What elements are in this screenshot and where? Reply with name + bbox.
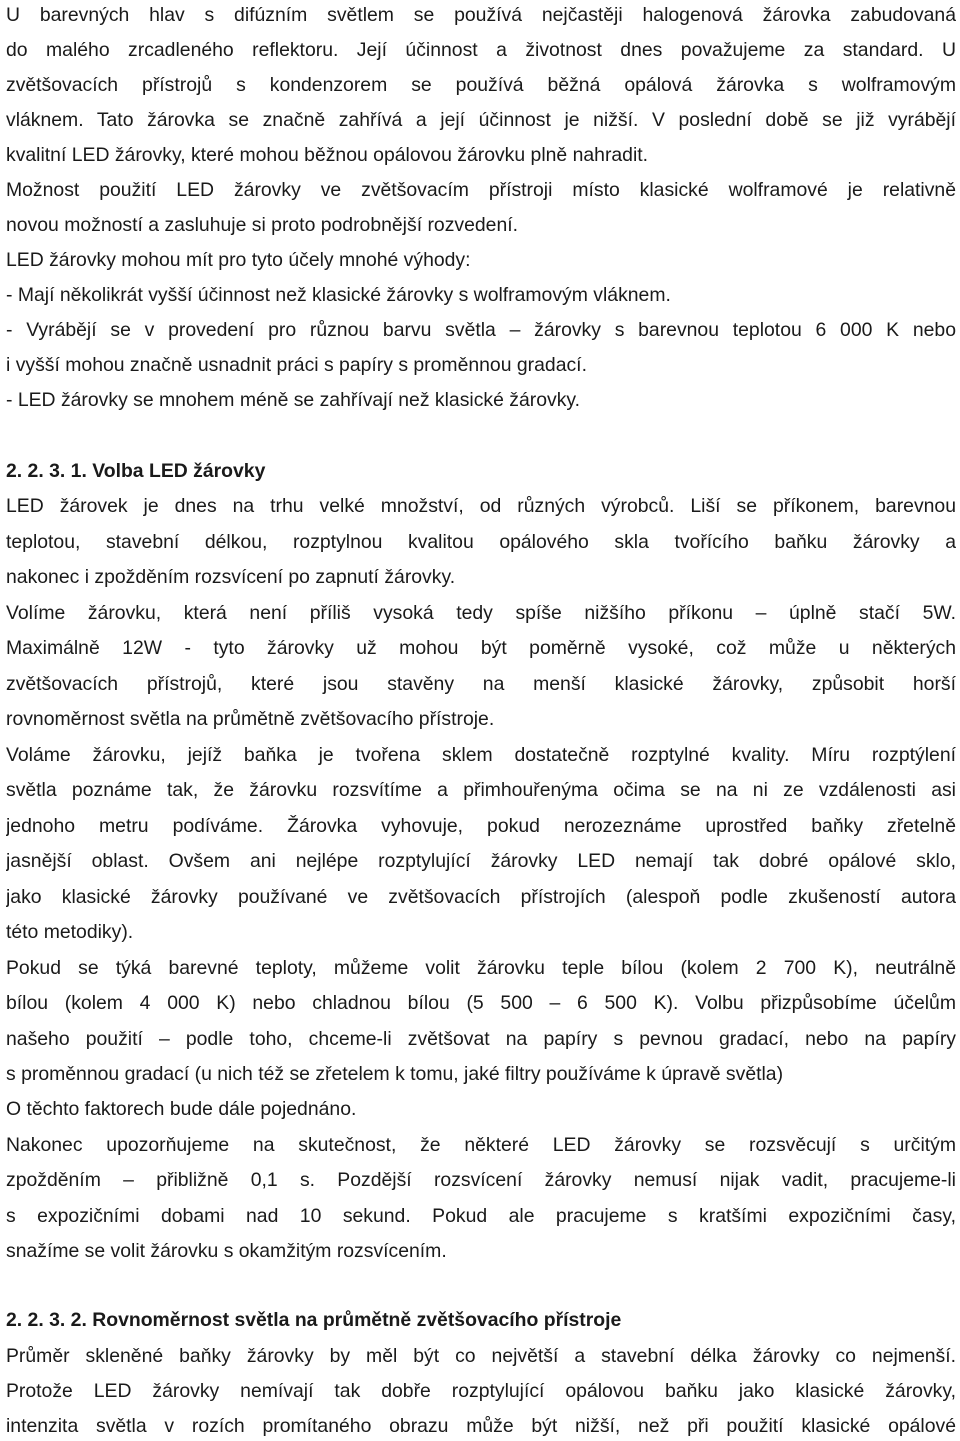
text-line: i vyšší mohou značně usnadnit práci s papíry s proměnnou gradací. xyxy=(6,354,587,376)
text-line: Volíme žárovku, která není příliš vysoká tedy spíše nižšího příkonu – úplně stačí 5W. xyxy=(6,602,956,624)
section-heading: 2. 2. 3. 1. Volba LED žárovky xyxy=(6,460,266,482)
text-line: bílou (kolem 4 000 K) nebo chladnou bílou (5 500 – 6 500 K). Volbu přizpůsobíme účelům xyxy=(6,992,956,1014)
text-line: kvalitní LED žárovky, které mohou běžnou opálovou žárovku plně nahradit. xyxy=(6,144,649,166)
text-line: zvětšovacích přístrojů s kondenzorem se používá běžná opálová žárovka s wolframovým xyxy=(6,74,956,96)
text-line: našeho použití – podle toho, chceme-li zvětšovat na papíry s pevnou gradací, nebo na papíry xyxy=(6,1028,956,1050)
text-line: s proměnnou gradací (u nich též se zřetelem k tomu, jaké filtry používáme k úpravě světla) xyxy=(6,1063,784,1085)
text-line: LED žárovek je dnes na trhu velké množství, od různých výrobců. Liší se příkonem, barevnou xyxy=(6,495,956,517)
section-heading: 2. 2. 3. 2. Rovnoměrnost světla na průmětně zvětšovacího přístroje xyxy=(6,1309,622,1331)
text-line: snažíme se volit žárovku s okamžitým rozsvícením. xyxy=(6,1240,447,1262)
text-line: Nakonec upozorňujeme na skutečnost, že některé LED žárovky se rozsvěcují s určitým xyxy=(6,1134,956,1156)
text-line: U barevných hlav s difúzním světlem se používá nejčastěji halogenová žárovka zabudovaná xyxy=(6,4,956,26)
text-line: Protože LED žárovky nemívají tak dobře rozptylující opálovou baňku jako klasické žárovky, xyxy=(6,1380,956,1402)
text-line: teplotou, stavební délkou, rozptylnou kvalitou opálového skla tvořícího baňku žárovky a xyxy=(6,531,956,553)
text-line: Možnost použití LED žárovky ve zvětšovacím přístroji místo klasické wolframové je relativně xyxy=(6,179,956,201)
text-line: - LED žárovky se mnohem méně se zahřívají než klasické žárovky. xyxy=(6,389,581,411)
text-line: do malého zrcadleného reflektoru. Její účinnost a životnost dnes považujeme za standard. U xyxy=(6,39,956,61)
text-line: s expozičními dobami nad 10 sekund. Pokud ale pracujeme s kratšími expozičními časy, xyxy=(6,1205,956,1227)
text-line: jako klasické žárovky používané ve zvětšovacích přístrojích (alespoň podle zkušeností autora xyxy=(6,886,956,908)
text-line: Maximálně 12W - tyto žárovky už mohou být poměrně vysoké, což může u některých xyxy=(6,637,956,659)
text-line: Průměr skleněné baňky žárovky by měl být co největší a stavební délka žárovky co nejmenší. xyxy=(6,1345,956,1367)
text-line: Pokud se týká barevné teploty, můžeme volit žárovku teple bílou (kolem 2 700 K), neutrálně xyxy=(6,957,956,979)
text-line: zvětšovacích přístrojů, které jsou stavěny na menší klasické žárovky, způsobit horší xyxy=(6,673,956,695)
text-line: intenzita světla v rozích promítaného obrazu může být nižší, než při použití klasické opálové xyxy=(6,1415,956,1437)
text-line: Voláme žárovku, jejíž baňka je tvořena sklem dostatečně rozptylné kvality. Míru rozptýlení xyxy=(6,744,956,766)
text-line: rovnoměrnost světla na průmětně zvětšovacího přístroje. xyxy=(6,708,495,730)
text-line: O těchto faktorech bude dále pojednáno. xyxy=(6,1098,357,1120)
text-line: novou možností a zasluhuje si proto podrobnější rozvedení. xyxy=(6,214,519,236)
text-line: této metodiky). xyxy=(6,921,134,943)
text-line: jednoho metru podíváme. Žárovka vyhovuje, pokud nerozeznáme uprostřed baňky zřetelně xyxy=(6,815,956,837)
text-line: zpožděním – přibližně 0,1 s. Pozdější rozsvícení žárovky nemusí nijak vadit, pracujeme-li xyxy=(6,1169,956,1191)
text-line: nakonec i zpožděním rozsvícení po zapnutí žárovky. xyxy=(6,566,456,588)
text-line: jasnější oblast. Ovšem ani nejlépe rozptylující žárovky LED nemají tak dobré opálové sklo, xyxy=(6,850,956,872)
text-line: vláknem. Tato žárovka se značně zahřívá a její účinnost je nižší. V poslední době se již vyrábějí xyxy=(6,109,956,131)
text-line: - Vyrábějí se v provedení pro různou barvu světla – žárovky s barevnou teplotou 6 000 K nebo xyxy=(6,319,956,341)
text-line: světla poznáme tak, že žárovku rozsvítíme a přimhouřenýma očima se na ni ze vzdálenosti asi xyxy=(6,779,956,801)
text-line: - Mají několikrát vyšší účinnost než klasické žárovky s wolframovým vláknem. xyxy=(6,284,671,306)
text-line: LED žárovky mohou mít pro tyto účely mnohé výhody: xyxy=(6,249,471,271)
